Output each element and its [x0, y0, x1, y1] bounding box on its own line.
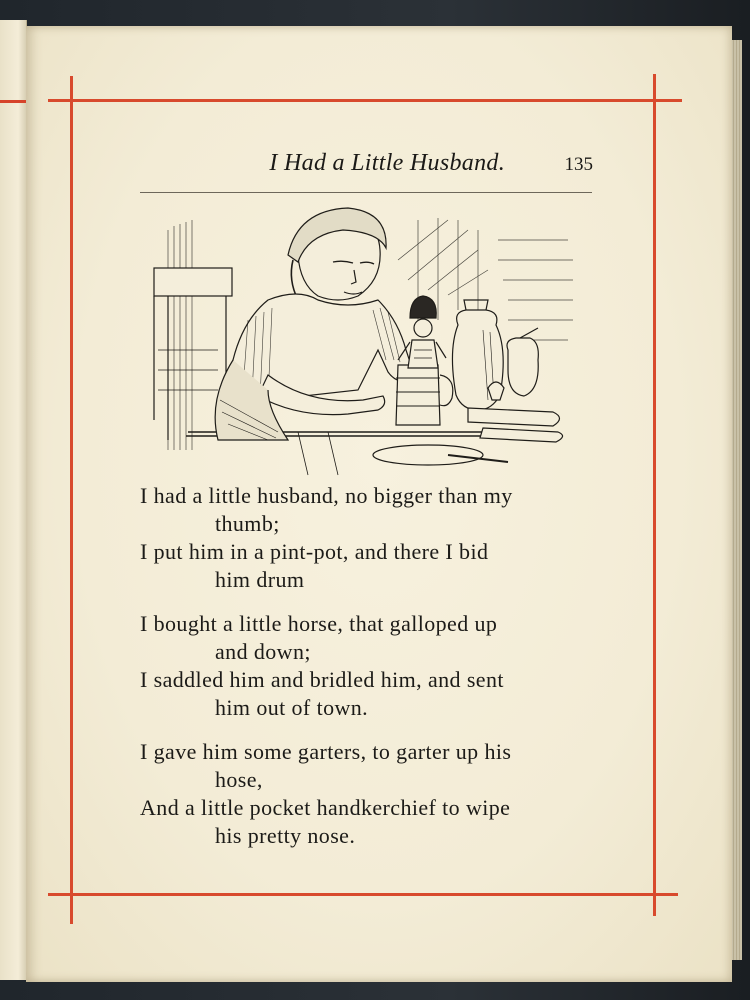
poem-line-continuation: him out of town.: [215, 695, 369, 720]
stanza: [140, 482, 600, 594]
poem-line: I saddled him and bridled him, and sent: [140, 667, 504, 692]
poem: [140, 482, 600, 850]
poem-line-continuation: thumb;: [215, 511, 280, 536]
facing-page-rule-fragment: [0, 100, 26, 103]
border-rule-bottom: [48, 893, 678, 896]
poem-line-continuation: and down;: [215, 639, 311, 664]
poem-line: I gave him some garters, to garter up his: [140, 739, 512, 764]
header-rule: [140, 192, 592, 193]
poem-line: I bought a little horse, that galloped up: [140, 611, 498, 636]
border-rule-top: [48, 99, 682, 102]
stanza: [140, 738, 600, 850]
poem-line: I put him in a pint-pot, and there I bid: [140, 539, 489, 564]
poem-line-continuation: his pretty nose.: [215, 823, 356, 848]
page-number: 135: [564, 154, 593, 175]
border-rule-right: [653, 74, 656, 916]
running-title: I Had a Little Husband.: [269, 150, 505, 176]
stanza: [140, 610, 600, 722]
poem-line: And a little pocket handkerchief to wipe: [140, 795, 511, 820]
border-rule-left: [70, 76, 73, 924]
poem-line: I had a little husband, no bigger than my: [140, 483, 513, 508]
poem-line-continuation: him drum: [215, 567, 305, 592]
engraving-illustration: [148, 200, 588, 480]
facing-page-edge: [0, 20, 27, 980]
poem-line-continuation: hose,: [215, 767, 263, 792]
running-head: [140, 150, 595, 184]
